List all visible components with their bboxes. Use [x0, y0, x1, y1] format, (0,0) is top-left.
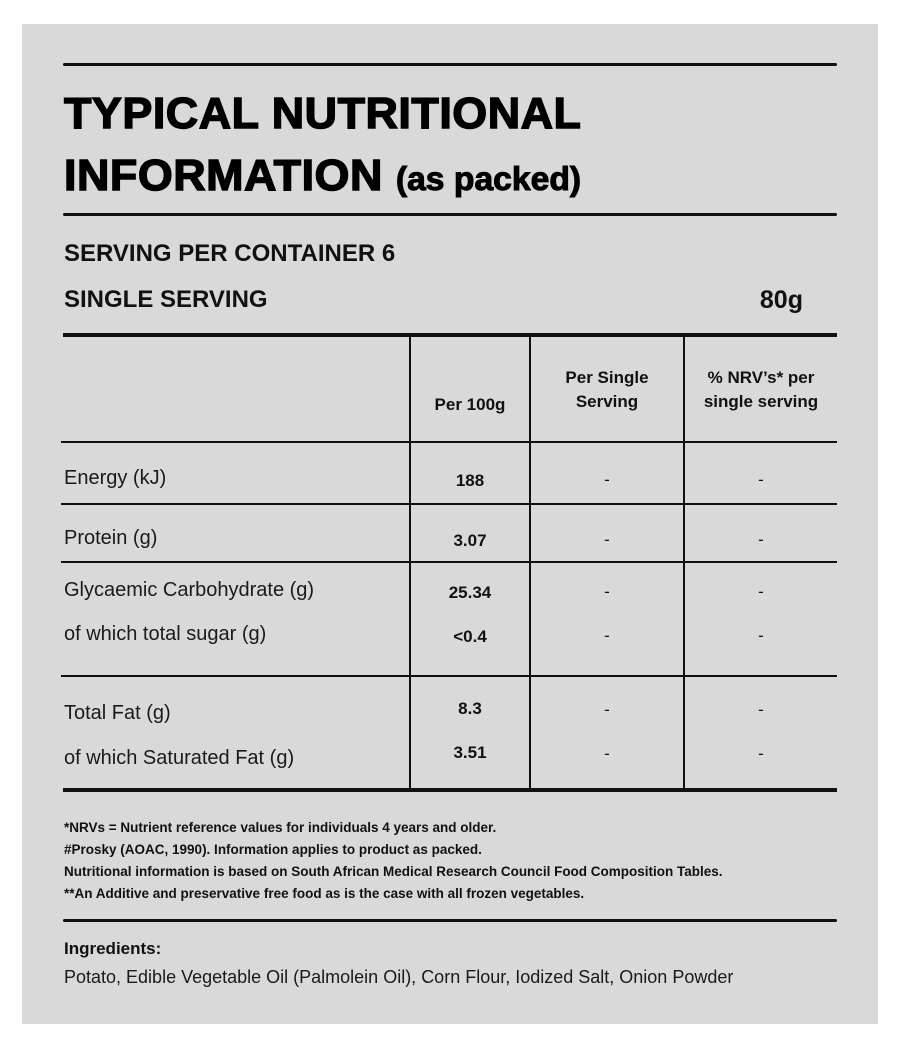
header-nrv-line1: % NRV’s* per	[707, 368, 815, 387]
title-main: INFORMATION	[64, 151, 383, 200]
row-nrv: -	[758, 700, 764, 719]
row-label: Glycaemic Carbohydrate (g)	[64, 579, 315, 601]
row-label: of which total sugar (g)	[64, 623, 267, 645]
row-per-serving: -	[604, 744, 610, 763]
row-label: Total Fat (g)	[64, 702, 171, 724]
row-nrv: -	[758, 744, 764, 763]
row-divider	[61, 675, 837, 677]
header-per-100g: Per 100g	[434, 395, 506, 414]
row-nrv: -	[758, 626, 764, 645]
nutrition-panel	[22, 24, 878, 1024]
row-per-serving: -	[604, 700, 610, 719]
ingredients-list: Potato, Edible Vegetable Oil (Palmolein Oil), Corn Flour, Iodized Salt, Onion Powder	[64, 967, 734, 987]
row-nrv: -	[758, 582, 764, 601]
row-per-100g: 25.34	[448, 583, 492, 602]
title-bottom-rule	[63, 213, 837, 216]
table-top-rule	[63, 333, 837, 337]
ingredients-title: Ingredients:	[64, 939, 162, 958]
row-label: Energy (kJ)	[64, 467, 167, 489]
row-label: Protein (g)	[64, 527, 158, 549]
row-per-serving: -	[604, 470, 610, 489]
row-label: of which Saturated Fat (g)	[64, 747, 295, 769]
header-bottom-rule	[61, 441, 837, 443]
footnote-prosky: #Prosky (AOAC, 1990). Information applies to product as packed.	[64, 842, 482, 857]
row-per-serving: -	[604, 530, 610, 549]
header-per-single-serving	[531, 366, 683, 414]
row-per-100g: <0.4	[453, 627, 487, 646]
row-per-serving: -	[604, 582, 610, 601]
title-suffix: (as packed)	[395, 160, 582, 197]
title-line-2	[64, 151, 582, 200]
row-per-100g: 3.07	[453, 531, 487, 550]
footnote-nrv: *NRVs = Nutrient reference values for individuals 4 years and older.	[64, 820, 497, 835]
row-nrv: -	[758, 470, 764, 489]
header-nrv	[685, 366, 837, 414]
top-rule	[63, 63, 837, 66]
single-serving-label: SINGLE SERVING	[64, 286, 268, 313]
header-per-single-line2: Serving	[575, 392, 639, 411]
header-per-single-line1: Per Single	[565, 368, 649, 387]
footnotes	[64, 817, 723, 905]
row-per-100g: 3.51	[453, 743, 487, 762]
row-divider	[61, 561, 837, 563]
servings-per-container: SERVING PER CONTAINER 6	[64, 240, 396, 267]
row-divider	[61, 503, 837, 505]
footnote-source: Nutritional information is based on South African Medical Research Council Food Composition Tables.	[64, 864, 723, 879]
row-per-100g: 188	[455, 471, 485, 490]
single-serving-value: 80g	[759, 286, 803, 314]
header-nrv-line2: single serving	[703, 392, 819, 411]
row-per-serving: -	[604, 626, 610, 645]
row-per-100g: 8.3	[458, 699, 482, 718]
footnote-additive-free: **An Additive and preservative free food as is the case with all frozen vegetables.	[64, 886, 585, 901]
row-nrv: -	[758, 530, 764, 549]
ingredients-top-rule	[63, 919, 837, 922]
title-line-1: TYPICAL NUTRITIONAL	[64, 89, 582, 138]
table-bottom-rule	[63, 788, 837, 792]
